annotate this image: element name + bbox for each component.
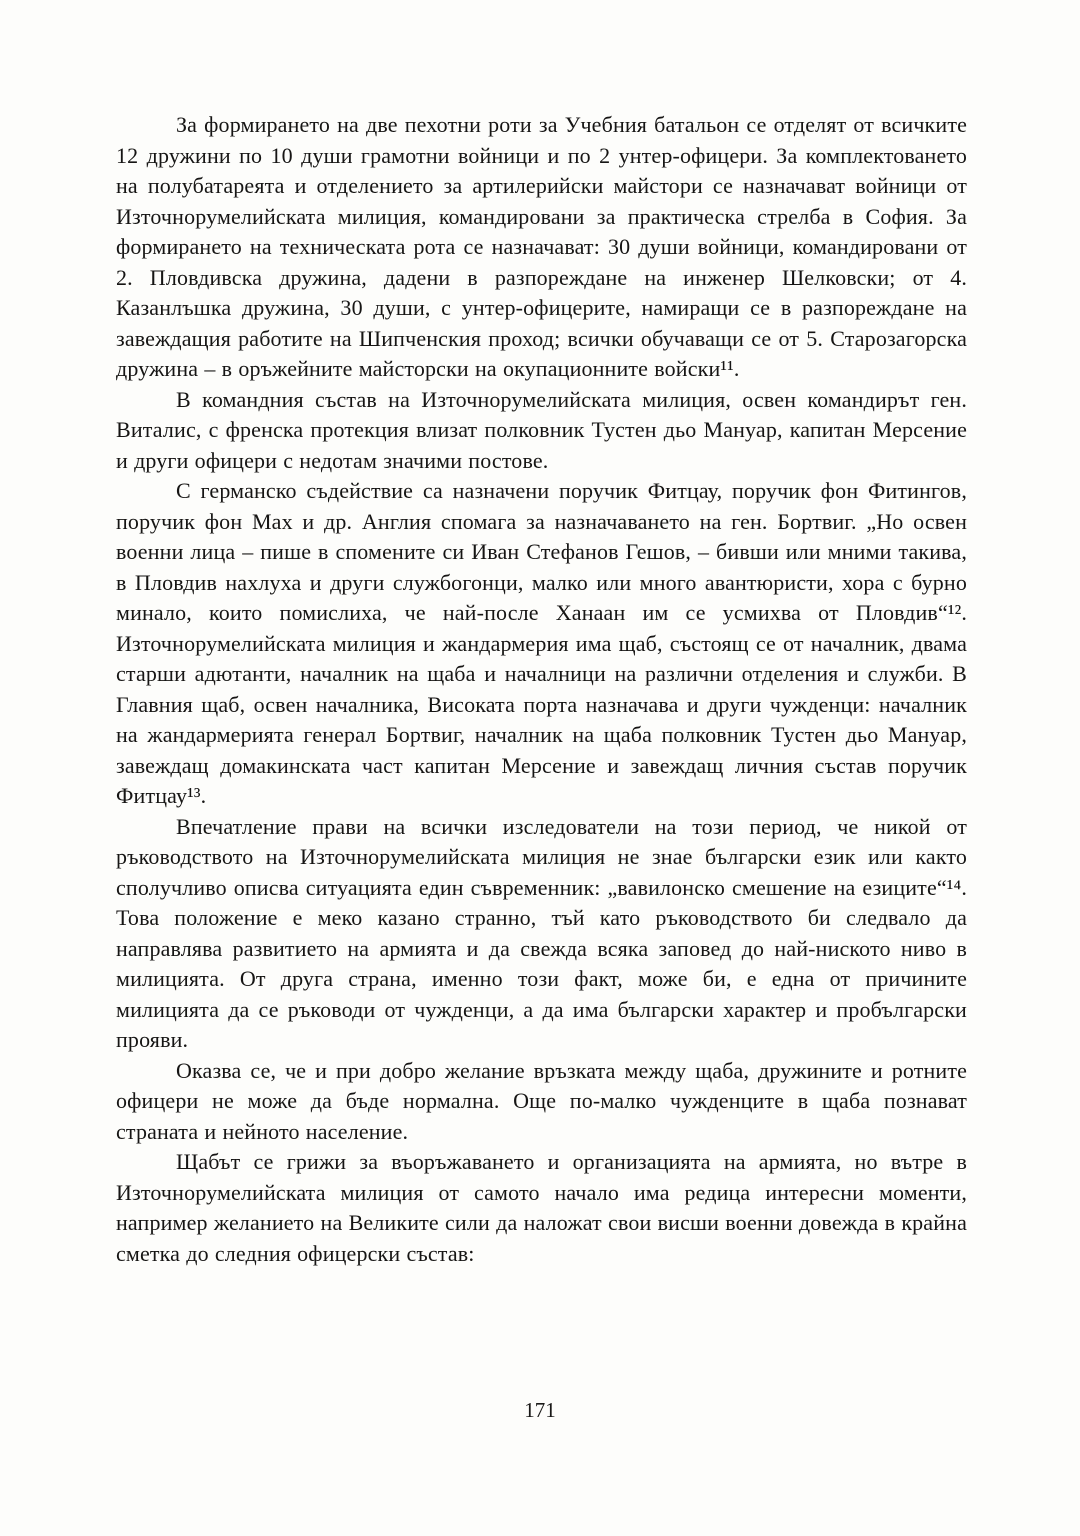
- paragraph: Щабът се грижи за въоръжаването и организацията на армията, но вътре в Източнорумелийската милиция от самото начало има редица интересни моменти, например желанието на Великите сили да наложат свои висши военни довежда в крайна сметка до следния офицерски състав:: [116, 1149, 967, 1266]
- paragraph: В командния състав на Източнорумелийската милиция, освен командирът ген. Виталис, с френска протекция влизат полковник Тустен дьо Мануар, капитан Мерсение и други офицери с недотам значими постове.: [116, 386, 967, 473]
- paragraph: С германско съдействие са назначени поручик Фитцау, поручик фон Фитингов, поручик фон Мах и др. Англия спомага за назначаването на ген. Бортвиг. „Но освен военни лица – пише в спомените си Иван Стефанов Гешов, – бивши или мними такива, в Пловдив нахлуха и други службогонци, малко или много авантюристи, хора с бурно минало, които помислиха, че най-после Ханаан им се усмихва от Пловдив“¹². Източнорумелийската милиция и жандармерия има щаб, състоящ се от началник, двама старши адютанти, началник на щаба и началници на различни отделения и служби. В Главния щаб, освен началника, Високата порта назначава и други чужденци: началник на жандармерията генерал Бортвиг, началник на щаба полковник Тустен дьо Мануар, завеждащ домакинската част капитан Мерсение и завеждащ личния състав поручик Фитцау¹³.: [116, 478, 967, 808]
- text-block: [116, 110, 967, 1269]
- page-number: 171: [524, 1398, 556, 1422]
- paragraph: Оказва се, че и при добро желание връзката между щаба, дружините и ротните офицери не може да бъде нормална. Още по-малко чужденците в щаба познават страната и нейното население.: [116, 1057, 967, 1144]
- paragraph: За формирането на две пехотни роти за Учебния батальон се отделят от всичките 12 дружини по 10 души грамотни войници и по 2 унтер-офицери. За комплектоването на полубатареята и отделението за артилерийски майстори се назначават войници от Източнорумелийската милиция, командировани за практическа стрелба в София. За формирането на техническата рота се назначават: 30 души войници, командировани от 2. Пловдивска дружина, дадени в разпореждане на инженер Шелковски; от 4. Казанлъшка дружина, 30 души, с унтер-офицерите, намиращи се в разпореждане на завеждащия работите на Шипченския проход; всички обучаващи се от 5. Старозагорска дружина – в оръжейните майсторски на окупационните войски¹¹.: [116, 112, 967, 381]
- paragraph: Впечатление прави на всички изследователи на този период, че никой от ръководството на Източнорумелийската милиция не знае български език или както сполучливо описва ситуацията един съвременник: „вавилонско смешение на езиците“¹⁴. Това положение е меко казано странно, тъй като ръководството би следвало да направлява развитието на армията и да свежда всяка заповед до най-ниското ниво в милицията. От друга страна, именно този факт, може би, е една от причините милицията да се ръководи от чужденци, а да има български характер и пробългарски прояви.: [116, 813, 967, 1052]
